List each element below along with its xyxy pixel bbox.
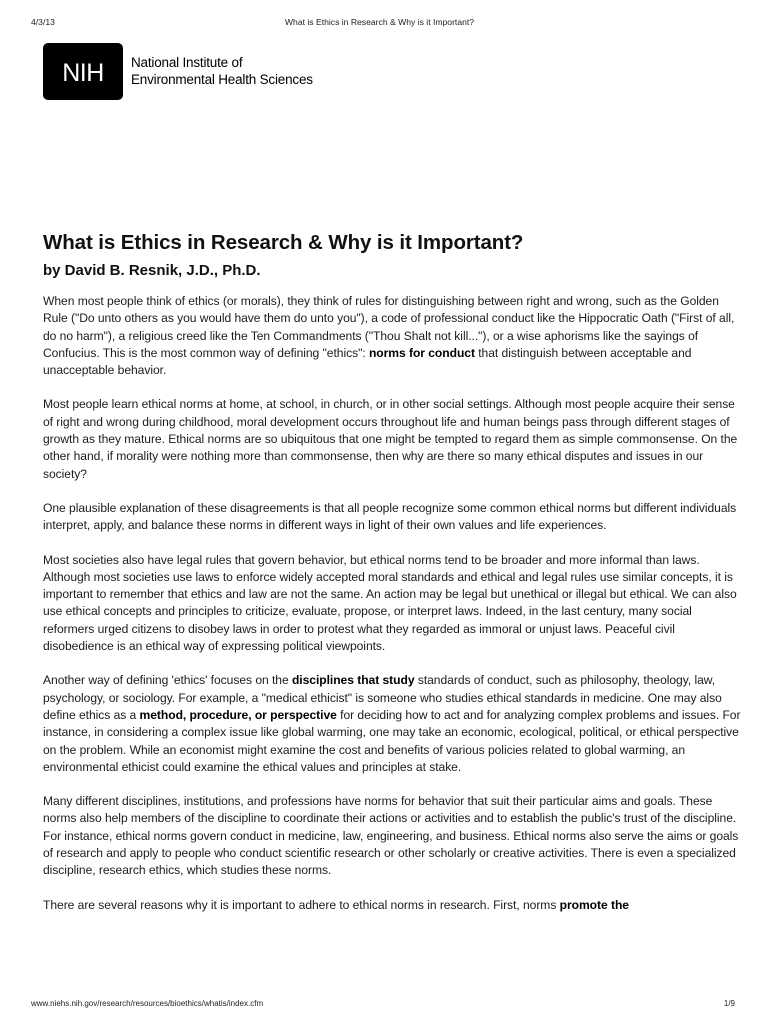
nih-logo-icon (43, 43, 123, 100)
nih-logo-mark (43, 43, 123, 100)
paragraph-2: Most people learn ethical norms at home, at school, in church, or in other social settings. Although most people acquire their sense of right and wrong during childhood, moral development occurs throughout life and human beings pass through different stages of growth as they mature. Ethical norms are so ubiquitous that one might be tempted to regard them as simple commonsense. On the other hand, if morality were nothing more than commonsense, then why are there so many ethical disputes and issues in our society? (43, 397, 738, 481)
print-footer (31, 999, 735, 1011)
logo-line-1: National Institute of (131, 55, 243, 70)
print-date: 4/3/13 (31, 17, 55, 27)
logo-line-2: Environmental Health Sciences (131, 72, 313, 87)
emphasis-promote-the: promote the (559, 897, 629, 912)
paragraph-6: Many different disciplines, institutions, and professions have norms for behavior that suit their particular aims and goals. These norms also help members of the discipline to coordinate their actions or activities and to establish the public's trust of the discipline. For instance, ethical norms govern conduct in medicine, law, engineering, and business. Ethical norms also serve the aims or goals of research and apply to people who conduct scientific research or other scholarly or creative activities. There is even a specialized discipline, research ethics, which studies these norms. (43, 794, 739, 878)
print-header (31, 17, 728, 31)
article-byline: by David B. Resnik, J.D., Ph.D. (43, 262, 261, 279)
paragraph-1: When most people think of ethics (or morals), they think of rules for distinguishing between right and wrong, such as the Golden Rule ("Do unto others as you would have them do unto you"), a code of professional conduct like the Hippocratic Oath ("First of all, do no harm"), a religious creed like the Ten Commandments ("Thou Shalt not kill..."), or a wise aphorisms like the sayings of Confucius. This is the most common way of defining "ethics": norms for conduct that distinguish between acceptable and unacceptable behavior. (43, 294, 735, 378)
emphasis-method: method, procedure, or perspective (139, 707, 337, 722)
emphasis-disciplines: disciplines that study (291, 673, 415, 688)
svg-text:NIH: NIH (62, 59, 104, 87)
print-page-number: 1/9 (723, 999, 735, 1008)
article-title: What is Ethics in Research & Why is it Important? (43, 231, 524, 254)
paragraph-3: One plausible explanation of these disagreements is that all people recognize some common ethical norms but different individuals interpret, apply, and balance these norms in different ways in light of their own values and life experiences. (43, 500, 737, 533)
nih-logo-wordmark (131, 54, 371, 88)
paragraph-4: Most societies also have legal rules that govern behavior, but ethical norms tend to be broader and more informal than laws. Although most societies use laws to enforce widely accepted moral standards and ethical and legal rules use similar concepts, it is important to remember that ethics and law are not the same. An action may be legal but unethical or illegal but ethical. We can also use ethical concepts and principles to criticize, evaluate, propose, or interpret laws. Indeed, in the last century, many social reformers urged citizens to disobey laws in order to protest what they regarded as immoral or unjust laws. Peaceful civil disobedience is an ethical way of expressing political viewpoints. (43, 552, 737, 654)
paragraph-5: Another way of defining 'ethics' focuses on the disciplines that study standards of conduct, such as philosophy, theology, law, psychology, or sociology. For example, a "medical ethicist" is someone who studies ethical standards in medicine. One may also define ethics as a method, procedure, or perspective for deciding how to act and for analyzing complex problems and issues. For instance, in considering a complex issue like global warming, one may take an economic, ecological, political, or ethical perspective on the problem. While an economist might examine the cost and benefits of various policies related to global warming, an environmental ethicist could examine the ethical values and principles at stake. (43, 673, 741, 774)
print-doc-title: What is Ethics in Research & Why is it Important? (284, 17, 475, 27)
paragraph-7: There are several reasons why it is important to adhere to ethical norms in research. First, norms promote the (43, 897, 629, 912)
emphasis-norms-for-conduct: norms for conduct (368, 345, 475, 360)
article (43, 228, 743, 931)
print-url: www.niehs.nih.gov/research/resources/bioethics/whatis/index.cfm (31, 999, 264, 1008)
